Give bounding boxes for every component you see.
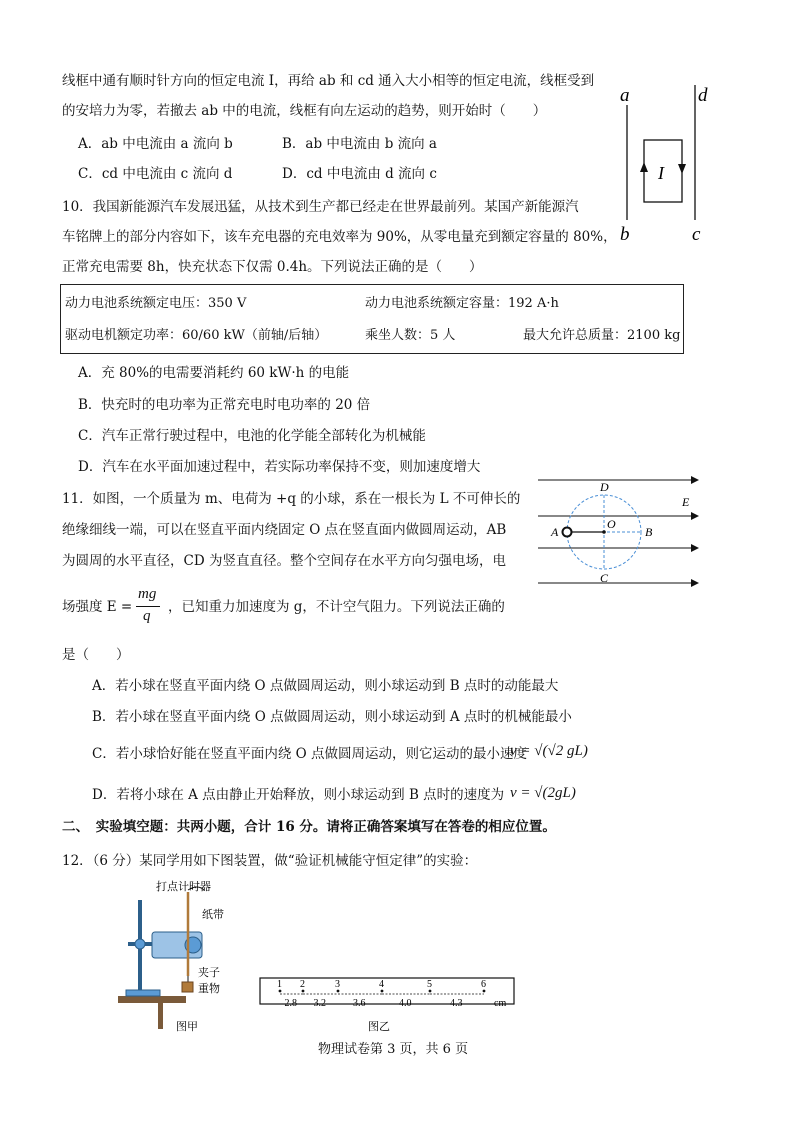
label-o: O xyxy=(607,517,616,531)
q9-wire-frame-figure xyxy=(610,80,720,250)
q11-line3: 为圆周的水平直径，CD 为竖直直径。整个空间存在水平方向匀强电场，电 xyxy=(62,553,506,569)
q11-option-c-formula: v = √(√2 gL) xyxy=(510,743,588,759)
nameplate-voltage: 动力电池系统额定电压：350 V xyxy=(65,296,247,311)
tape-point-label: 1 xyxy=(277,979,282,990)
q12-tape-figure xyxy=(258,975,520,1037)
label-tape: 纸带 xyxy=(202,909,224,921)
label-a: a xyxy=(620,85,630,106)
q11-line4-start: 场强度 E = xyxy=(62,599,133,615)
fraction-numerator: mg xyxy=(138,586,157,602)
q9-option-a: A．ab 中电流由 a 流向 b xyxy=(78,136,233,152)
q10-line1: 10．我国新能源汽车发展迅猛，从技术到生产都已经走在世界最前列。某国产新能源汽 xyxy=(62,199,579,215)
label-timer: 打点计时器 xyxy=(156,881,211,893)
q11-option-d-formula: v = √(2gL) xyxy=(510,785,576,801)
nameplate-capacity: 动力电池系统额定容量：192 A·h xyxy=(365,296,559,311)
label-c: C xyxy=(600,571,609,585)
tape-distance-label: 2.8 xyxy=(284,998,297,1009)
tape-dot xyxy=(483,990,486,993)
q11-option-d: D．若将小球在 A 点由静止开始释放，则小球运动到 B 点时的速度为 xyxy=(92,787,505,803)
caption-figure-b: 图乙 xyxy=(368,1021,390,1033)
q10-option-d: D．汽车在水平面加速过程中，若实际功率保持不变，则加速度增大 xyxy=(78,459,481,475)
q11-circle-field-figure xyxy=(530,470,710,590)
q9-option-b: B．ab 中电流由 b 流向 a xyxy=(282,136,437,152)
page-footer: 物理试卷第 3 页，共 6 页 xyxy=(318,1042,469,1057)
q11-option-a: A．若小球在竖直平面内绕 O 点做圆周运动，则小球运动到 B 点时的动能最大 xyxy=(92,678,559,694)
q11-line1: 11．如图，一个质量为 m、电荷为 +q 的小球，系在一根长为 L 不可伸长的 xyxy=(62,491,521,507)
fraction-denominator: q xyxy=(143,608,151,624)
tape-dot xyxy=(381,990,384,993)
fraction-bar xyxy=(136,606,160,607)
section-2-heading: 二、 实验填空题：共两小题，合计 16 分。请将正确答案填写在答卷的相应位置。 xyxy=(62,819,556,835)
tape-point-label: 4 xyxy=(379,979,384,990)
tape-dot xyxy=(302,990,305,993)
label-d: D xyxy=(600,480,609,494)
nameplate-seats: 乘坐人数：5 人 xyxy=(365,328,456,343)
nameplate-mass: 最大允许总质量：2100 kg xyxy=(523,328,681,343)
label-e: E xyxy=(682,495,690,509)
q10-option-a: A．充 80%的电需要消耗约 60 kW·h 的电能 xyxy=(78,365,350,381)
q9-option-c: C．cd 中电流由 c 流向 d xyxy=(78,166,233,182)
label-c: c xyxy=(692,224,701,245)
tape-distance-label: 4.0 xyxy=(399,998,412,1009)
tape-point-label: 3 xyxy=(335,979,340,990)
q10-nameplate-table xyxy=(60,284,684,354)
tape-distance-label: 3.6 xyxy=(353,998,366,1009)
q9-line1: 线框中通有顺时针方向的恒定电流 I，再给 ab 和 cd 通入大小相等的恒定电流，线框受到 xyxy=(62,73,595,89)
tape-dot xyxy=(279,990,282,993)
nameplate-power: 驱动电机额定功率：60/60 kW（前轴/后轴） xyxy=(65,328,328,343)
label-weight: 重物 xyxy=(198,983,220,995)
q11-line4-end: ，已知重力加速度为 g，不计空气阻力。下列说法正确的 xyxy=(168,599,505,615)
label-b: b xyxy=(620,224,630,245)
caption-figure-a: 图甲 xyxy=(176,1021,198,1033)
q9-line2: 的安培力为零，若撤去 ab 中的电流，线框有向左运动的趋势，则开始时（ ） xyxy=(62,103,547,119)
q9-option-d: D．cd 中电流由 d 流向 c xyxy=(282,166,437,182)
tape-distance-label: 4.3 xyxy=(450,998,463,1009)
tape-point-label: 5 xyxy=(427,979,432,990)
label-d: d xyxy=(698,85,708,106)
label-clip: 夹子 xyxy=(198,967,220,979)
tape-point-label: 6 xyxy=(481,979,486,990)
q10-line2: 车铭牌上的部分内容如下，该车充电器的充电效率为 90%，从零电量充到额定容量的 80%， xyxy=(62,229,617,245)
q11-option-b: B．若小球在竖直平面内绕 O 点做圆周运动，则小球运动到 A 点时的机械能最小 xyxy=(92,709,572,725)
q12-line1: 12．（6 分）某同学用如下图装置，做“验证机械能守恒定律”的实验： xyxy=(62,853,478,869)
label-b: B xyxy=(645,525,653,539)
q12-apparatus-figure xyxy=(118,878,248,1038)
q11-option-c: C．若小球恰好能在竖直平面内绕 O 点做圆周运动，则它运动的最小速度 xyxy=(92,746,527,762)
tape-unit-label: cm xyxy=(494,998,507,1009)
label-a: A xyxy=(551,525,559,539)
tape-dot xyxy=(429,990,432,993)
q10-option-c: C．汽车正常行驶过程中，电池的化学能全部转化为机械能 xyxy=(78,428,426,444)
label-current-i: I xyxy=(658,163,664,183)
q11-line2: 绝缘细线一端，可以在竖直平面内绕固定 O 点在竖直面内做圆周运动，AB xyxy=(62,522,507,538)
tape-point-label: 2 xyxy=(300,979,305,990)
tape-distance-label: 3.2 xyxy=(313,998,326,1009)
q10-line3: 正常充电需要 8h，快充状态下仅需 0.4h。下列说法正确的是（ ） xyxy=(62,259,483,275)
q10-option-b: B．快充时的电功率为正常充电时电功率的 20 倍 xyxy=(78,397,371,413)
q11-line5: 是（ ） xyxy=(62,647,130,663)
tape-dot xyxy=(337,990,340,993)
